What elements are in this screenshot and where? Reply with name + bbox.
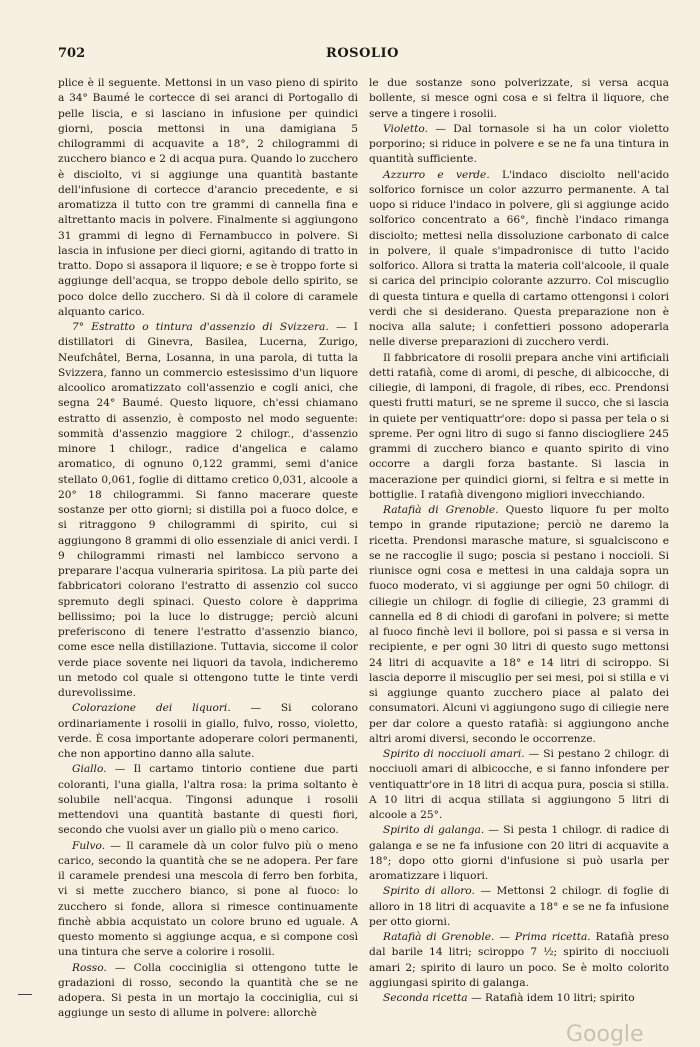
running-title: ROSOLIO <box>326 46 399 61</box>
paragraph <box>369 930 669 991</box>
paragraph <box>369 351 669 504</box>
paragraph-heading: Spirito di nocciuoli amari. <box>383 748 525 760</box>
paragraph-text: — Il caramele dà un color fulvo più o meno carico, secondo la quantità che se ne adopera. Per fare il caramele prendesi una mescola di ferro ben forbita, vi si mette zucchero bianco, si pone al fuoco: lo zucchero si fonde, allora si rimesce continuamente finchè abbia acquistato un colore bruno ed uguale. A questo momento si aggiunge acqua, e si compone così una tintura che serve a colorire i rosolii. <box>58 839 358 959</box>
paragraph-text: I distillatori di Ginevra, Basilea, Lucerna, Zurigo, Neufchâtel, Berna, Losanna, in una parola, di tutta la Svizzera, fanno un commercio estesissimo d'un liquore alcoolico aromatizzato coll'assenzio e cogli anici, che segna 24° Baumé. Questo liquore, ch'essi chiamano estratto di assenzio, è composto nel modo seguente: sommità d'assenzio maggiore 2 chilogr., d'assenzio minore 1 chilogr., radice d'angelica e calamo aromatico, di ognuno 0,122 grammi, semi d'anice stellato 0,061, foglie di dittamo cretico 0,031, alcoole a 20° 18 chilogrammi. Si fanno macerare queste sostanze per otto giorni; si distilla poi a fuoco dolce, e si ritraggono 9 chilogrammi di spirito, cui si aggiungono 8 grammi di olio essenziale di anici verdi. I 9 chilogrammi rimasti nel lambicco servono a preparare l'acqua vulneraria spiritosa. La più parte dei fabbricatori colorano l'estratto di assenzio col succo spremuto degli spinaci. Questo colore è dapprima bellissimo; poi la luce lo distrugge; perciò alcuni preferiscono di tenere l'estratto d'assenzio bianco, come esce nella distillazione. Tuttavia, siccome il color verde piace sovente nei liquori da tavola, indicheremo un metodo col quale si ottengono tutte le tinte verdi durevolissime. <box>58 321 358 699</box>
paragraph-heading: Ratafià di Grenoble. — Prima ricetta. <box>383 931 591 943</box>
paragraph-heading: Violetto. <box>383 122 428 135</box>
running-header <box>58 40 667 62</box>
paragraph <box>369 122 669 168</box>
paragraph-heading: Colorazione dei liquori. <box>72 702 231 715</box>
paragraph-text: — Si pesta 1 chilogr. di radice di galanga e se ne fa infusione con 20 litri di acquavite a 18°; dopo otto giorni d'infusione si può usarla per aromatizzare i liquori. <box>369 824 669 882</box>
paragraph <box>369 884 669 930</box>
paragraph-text: le due sostanze sono polverizzate, si versa acqua bollente, si mesce ogni cosa e si feltra il liquore, che serve a tingere i rosolii. <box>369 77 669 120</box>
paragraph-text: Questo liquore fu per molto tempo in grande riputazione; perciò ne daremo la ricetta. Prendonsi marasche mature, si sgualciscono e se ne raccoglie il sugo; poscia si pestano i noccioli. Si riunisce ogni cosa e mettesi in una caldaja sopra un fuoco moderato, vi si aggiunge per ogni 50 chilogr. di ciliegie un chilogr. di foglie di ciliegie, 23 grammi di cannella ed 8 di chiodi di garofani in polvere; si mette al fuoco finchè levi il bollore, poi si passa e si versa in recipiente, e per ogni 30 litri di questo sugo mettonsi 24 litri di acquavite a 18° e 14 litri di sciroppo. Si lascia deporre il miscuglio per sei mesi, poi si stilla e vi si aggiunge quanto zucchero piace al palato dei consumatori. Alcuni vi aggiungono sugo di ciliegie nere per dar colore a questo ratafià: si aggiungono anche altri aromi diversi, secondo le occorrenze. <box>369 504 669 745</box>
paragraph-text: — Dal tornasole si ha un color violetto porporino; si riduce in polvere e se ne fa una tintura in quantità sufficiente. <box>369 122 669 166</box>
paragraph-heading: Ratafià di Grenoble. <box>383 504 499 516</box>
paragraph-text: — Colla cocciniglia si ottengono tutte le gradazioni di rosso, secondo la quantità che se ne adopera. Si pesta in un mortajo la cocciniglia, cui si aggiunge un sesto di allume in polvere: allorchè <box>58 961 358 1020</box>
paragraph <box>58 320 358 701</box>
paragraph <box>58 762 358 838</box>
paragraph <box>58 839 358 961</box>
paragraph-text: — Mettonsi 2 chilogr. di foglie di alloro in 18 litri di acquavite a 18° e se ne fa infusione per otto giorni. <box>369 885 669 928</box>
right-column <box>369 76 670 1004</box>
paragraph-text: — Ratafià idem 10 litri; spirito <box>467 992 635 1004</box>
paragraph <box>369 503 669 747</box>
watermark: Google <box>566 1022 644 1047</box>
paragraph-text: L'indaco disciolto nell'acido solforico fornisce un color azzurro permanente. A tal uopo si riduce l'indaco in polvere, gli si aggiunge acido solforico concentrato a 66°, finchè l'indaco rimanga disciolto; mettesi nella dissoluzione carbonato di calce in polvere, il quale s'impadronisce di tutto l'acido solforico. Allora si tratta la materia coll'alcoole, il quale si carica del principio colorante azzurro. Col miscuglio di questa tintura e quella di cartamo ottengonsi i colori verdi che si desiderano. Questa preparazione non è nociva alla salute; i confettieri possono adoperarla nelle diverse preparazioni di zucchero verdi. <box>369 168 669 349</box>
left-column <box>58 76 359 1020</box>
paragraph-heading: Giallo. <box>72 763 107 776</box>
paragraph-heading: Rosso. <box>72 961 107 974</box>
paragraph-text: plice è il seguente. Mettonsi in un vaso pieno di spirito a 34° Baumé le cortecce di sei aranci di Portogallo di pelle liscia, e si lasciano in infusione per quindici giorni, poscia mettonsi in una damigiana 5 chilogrammi di acquavite a 18°, 2 chilogrammi di zucchero bianco e 2 di acqua pura. Quando lo zucchero è disciolto, vi si aggiunge una quantità bastante dell'infusione di cortecce d'arancio precedente, e si aromatizza il tutto con tre grammi di cannella fina e altrettanto macis in polvere. Finalmente si aggiungono 31 grammi di legno di Fernambucco in polvere. Si lascia in infusione per dieci giorni, agitando di tratto in tratto. Dopo si assapora il liquore; e se è troppo forte si aggiunge dell'acqua, se troppo debole dello spirito, se poco dolce dello zucchero. Si dà il colore di caramele alquanto carico. <box>58 77 358 318</box>
paragraph <box>369 823 669 884</box>
paragraph-text: Ratafià preso dal barile 14 litri; sciroppo 7 ½; spirito di nocciuoli amari 2; spirito di lauro un poco. Se è molto colorito aggiungasi spirito di galanga. <box>369 931 669 989</box>
paragraph-text: — Si pestano 2 chilogr. di nocciuoli amari di albicocche, e si fanno infondere per ventiquattr'ore in 18 litri di acqua pura, poscia si stilla. A 10 litri di acqua stillata si aggiungono 5 litri di alcoole a 25°. <box>369 748 670 821</box>
paragraph <box>369 747 669 823</box>
paragraph <box>58 701 358 762</box>
paragraph <box>58 961 358 1022</box>
paragraph-text: — Il cartamo tintorio contiene due parti coloranti, l'una gialla, l'altra rosa: la prima soltanto è solubile nell'acqua. Tingonsi adunque i rosolii mettendovi una quantità bastante di questi fiori, secondo che vuolsi aver un giallo più o meno carico. <box>58 763 358 837</box>
paragraph-heading: 7° Estratto o tintura d'assenzio di Svizzera. — <box>72 321 347 333</box>
paragraph <box>369 76 669 122</box>
paragraph-heading: Seconda ricetta <box>383 992 468 1004</box>
paragraph-heading: Spirito di alloro. <box>383 885 475 898</box>
paragraph-text: — Si colorano ordinariamente i rosolii in giallo, fulvo, rosso, violetto, verde. È cosa importante adoperare colori permanenti, che non apportino danno alla salute. <box>58 702 359 760</box>
margin-mark <box>18 994 32 995</box>
paragraph <box>369 168 669 351</box>
paragraph <box>369 991 669 1006</box>
paragraph-heading: Spirito di galanga. <box>383 824 485 837</box>
paragraph <box>58 76 358 320</box>
paragraph-text: Il fabbricatore di rosolii prepara anche vini artificiali detti ratafià, come di aromi, di pesche, di albicocche, di ciliegie, di lamponi, di fragole, di ribes, ecc. Prendonsi questi frutti maturi, se ne spreme il succo, che si lascia in quiete per ventiquattr'ore: dopo si passa per tela o si spreme. Per ogni litro di sugo si fanno disciogliere 245 grammi di zucchero bianco e quanto spirito di vino occorre a dargli forza bastante. Si lascia in macerazione per quindici giorni, si feltra e si mette in bottiglie. I ratafià divengono migliori invecchiando. <box>369 351 669 501</box>
paragraph-heading: Fulvo. <box>72 839 106 852</box>
paragraph-heading: Azzurro e verde. <box>383 168 490 181</box>
page-number: 702 <box>58 46 86 61</box>
